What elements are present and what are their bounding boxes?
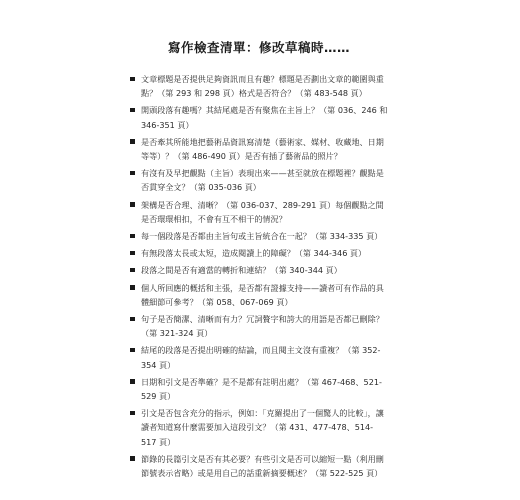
square-bullet-icon <box>130 234 135 239</box>
checklist-item-text: 句子是否簡潔、清晰而有力？冗詞贅字和誇大的用語是否都已刪除？（第 321-324 頁） <box>141 314 384 339</box>
checklist-item <box>130 246 388 260</box>
checklist-item-text: 日期和引文是否準確？是不是都有註明出處？（第 467-468、521-529 頁） <box>141 376 382 402</box>
square-bullet-icon <box>130 379 135 384</box>
checklist-item-text: 有沒有及早把觀點（主旨）表現出來——甚至就放在標題裡？觀點是否貫穿全文？（第 035-036 頁） <box>141 168 384 193</box>
square-bullet-icon <box>130 348 135 353</box>
checklist-item <box>130 375 388 403</box>
square-bullet-icon <box>130 411 135 416</box>
checklist-item-text: 個人所回應的概括和主張，是否都有證據支持——讀者可有作品的具體細節可參考？（第 058、067-069 頁） <box>141 282 384 307</box>
checklist-item-text: 架構是否合理、清晰？（第 036-037、289-291 頁）每個觀點之間是否環環相扣，不會有互不相干的情況？ <box>141 199 384 224</box>
checklist-item-text: 段落之間是否有適當的轉折和連結？（第 340-344 頁） <box>141 265 342 276</box>
checklist <box>130 72 388 480</box>
square-bullet-icon <box>130 202 135 207</box>
checklist-item <box>130 406 388 449</box>
checklist-item <box>130 103 388 131</box>
square-bullet-icon <box>130 317 135 322</box>
square-bullet-icon <box>130 251 135 256</box>
checklist-item <box>130 312 388 340</box>
checklist-item <box>130 198 388 226</box>
checklist-item-text: 節錄的長篇引文是否有其必要？有些引文是否可以縮短一點（利用刪節號表示省略）或是用自己的話重新摘要概述？（第 522-525 頁） <box>141 453 384 479</box>
square-bullet-icon <box>130 171 135 176</box>
checklist-item <box>130 452 388 480</box>
square-bullet-icon <box>130 108 135 113</box>
square-bullet-icon <box>130 268 135 273</box>
checklist-item-text: 結尾的段落是否提出明確的結論，而且閱主文沒有重複？（第 352-354 頁） <box>141 345 381 370</box>
checklist-item <box>130 263 388 277</box>
page-title: 寫作檢查清單：修改草稿時…… <box>167 40 350 55</box>
checklist-item <box>130 135 388 163</box>
square-bullet-icon <box>130 139 135 144</box>
square-bullet-icon <box>130 456 135 461</box>
checklist-page <box>130 38 388 483</box>
checklist-item-text: 有無段落太長或太短，造成閱讀上的障礙？（第 344-346 頁） <box>141 248 367 259</box>
checklist-item <box>130 343 388 371</box>
checklist-item-text: 是否牽其所能地把藝術品資訊寫清楚（藝術家、媒材、收藏地、日期等等）？（第 486-490 頁）是否有插了藝術品的照片？ <box>141 136 384 162</box>
checklist-item-text: 引文是否包含充分的指示，例如：「克羅提出了一個驚人的比較」，讓讀者知道寫什麼需要加入這段引文？（第 431、477-478、514-517 頁） <box>141 408 384 447</box>
checklist-item <box>130 166 388 194</box>
checklist-item <box>130 72 388 100</box>
checklist-item <box>130 229 388 243</box>
square-bullet-icon <box>130 285 135 290</box>
checklist-item <box>130 281 388 309</box>
checklist-item-text: 每一個段落是否都由主旨句或主旨統合在一起？（第 334-335 頁） <box>141 231 383 242</box>
checklist-item-text: 文章標題是否提供足夠資訊而且有趣？標題是否劃出文章的範圍與重點？（第 293 和 298 頁）格式是否符合？（第 483-548 頁） <box>141 74 384 99</box>
square-bullet-icon <box>130 77 135 82</box>
checklist-item-text: 開頭段落有趣嗎？其結尾處是否有聚焦在主旨上？（第 036、246 和 346-351 頁） <box>141 105 388 130</box>
